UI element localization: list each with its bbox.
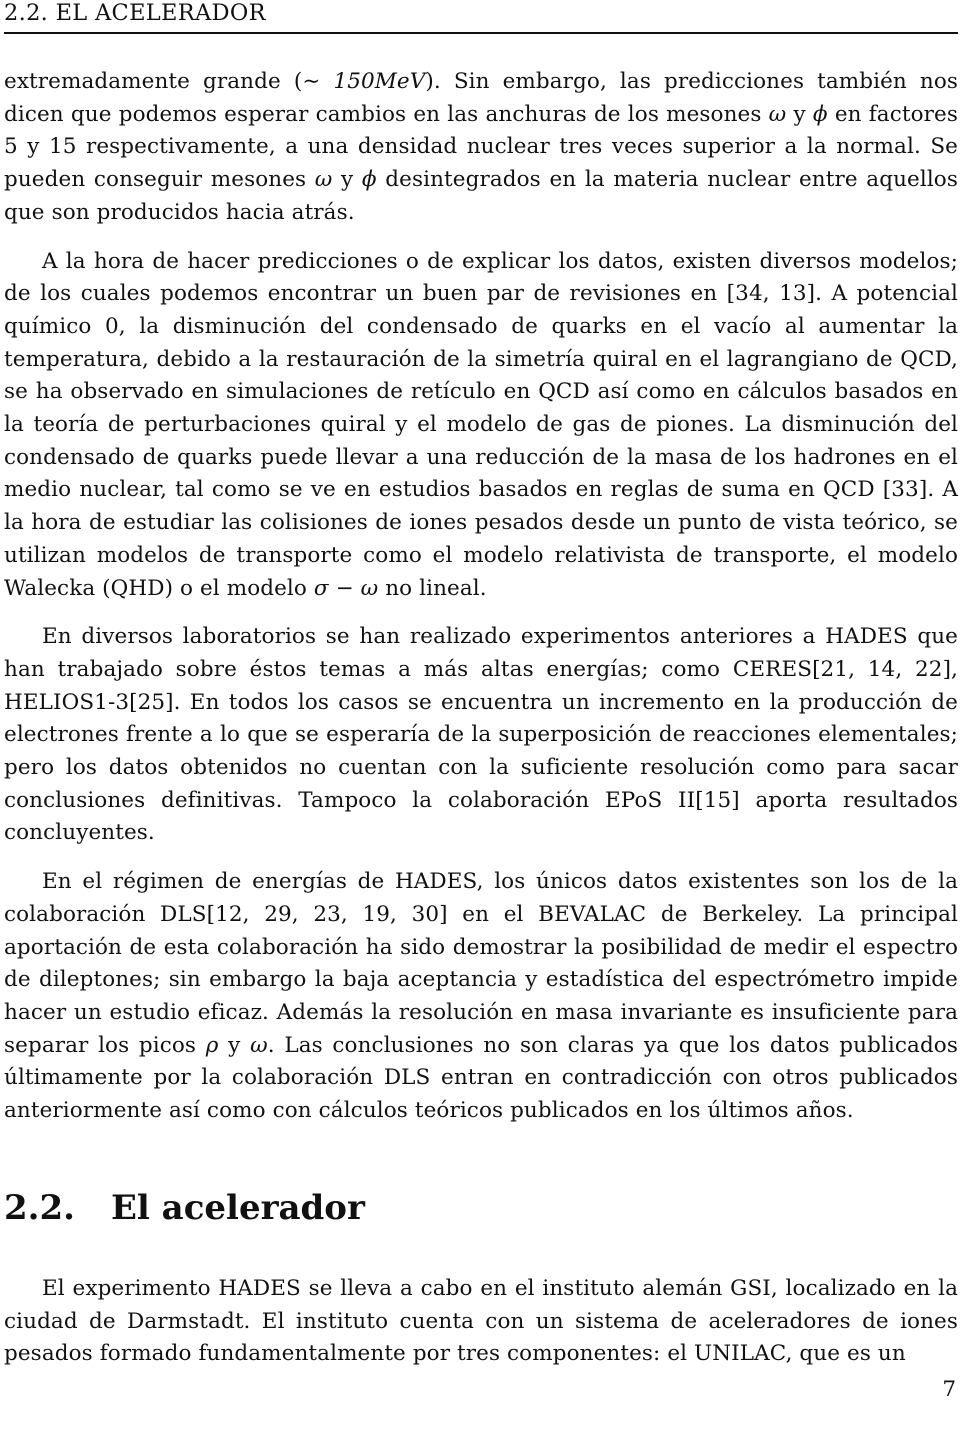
text-run: no lineal. — [378, 575, 487, 601]
paragraph-2 — [4, 246, 958, 606]
section-paragraph-1: El experimento HADES se lleva a cabo en el instituto alemán GSI, localizado en la ciudad de Darmstadt. El instituto cuenta con un sistema de aceleradores de iones pesados formado fundamentalmente por tres componentes: el UNILAC, que es un — [4, 1276, 958, 1367]
text-run: y — [218, 1032, 251, 1058]
math-symbol-omega: ω — [314, 167, 333, 193]
text-run: extremadamente grande ( — [4, 69, 303, 94]
text-run: en factores 5 y 15 respectivamente, a una densidad nuclear tres veces superior a la normal. Se pueden conseguir mesones — [4, 101, 958, 193]
page-number: 7 — [942, 1377, 956, 1402]
math-symbol-phi: ϕ — [812, 101, 828, 127]
document-page — [4, 0, 959, 1429]
section-body — [4, 1273, 958, 1371]
text-run: desintegrados en la materia nuclear entre aquellos que son producidos hacia atrás. — [4, 167, 958, 225]
paragraph-1 — [4, 66, 958, 230]
text-run: . Las conclusiones no son claras ya que los datos publicados últimamente por la colaboración DLS entran en contradicción con otros publicados anteriormente así como con cálculos teóricos publicados en los últimos años. — [4, 1032, 958, 1124]
text-run: ). Sin embargo, las predicciones también nos dicen que podemos esperar cambios en las anchuras de los mesones — [4, 69, 959, 127]
running-header: 2.2. EL ACELERADOR — [4, 0, 958, 34]
section-title-text: El acelerador — [111, 1188, 365, 1228]
section-heading — [4, 1186, 958, 1230]
paragraph-3: En diversos laboratorios se han realizado experimentos anteriores a HADES que han trabajado sobre éstos temas a más altas energías; como CERES[21, 14, 22], HELIOS1-3[25]. En todos los casos se encuentra un incremento en la producción de electrones frente a lo que se esperaría de la superposición de reacciones elementales; pero los datos obtenidos no cuentan con la suficiente resolución como para sacar conclusiones definitivas. Tampoco la colaboración EPoS II[15] aporta resultados concluyentes. — [4, 624, 958, 846]
math-symbol-phi: ϕ — [361, 167, 377, 193]
text-run: A la hora de hacer predicciones o de explicar los datos, existen diversos modelos; de los cuales podemos encontrar un buen par de revisiones en [34, 13]. A potencial químico 0, la disminución del condensado de quarks en el vacío al aumentar la temperatura, debido a la restauración de la simetría quiral en el lagrangiano de QCD, se ha observado en simulaciones de retículo en QCD así como en cálculos basados en la teoría de perturbaciones quiral y el modelo de gas de piones. La disminución del condensado de quarks puede llevar a una reducción de la masa de los hadrones en el medio nuclear, tal como se ve en estudios basados en reglas de suma en QCD [33]. A la hora de estudiar las colisiones de iones pesados desde un punto de vista teórico, se utilizan modelos de transporte como el modelo relativista de transporte, el modelo Walecka (QHD) o el modelo — [4, 248, 958, 601]
math-symbol-rho: ρ — [205, 1032, 219, 1058]
section-number: 2.2. — [4, 1188, 75, 1228]
paragraph-4 — [4, 866, 958, 1128]
math-symbol-omega: ω — [768, 101, 787, 127]
text-run: y — [786, 101, 813, 127]
math-symbol-omega: ω — [250, 1032, 268, 1058]
math-energy-expression: ∼ 150MeV — [302, 69, 426, 94]
text-run: En el régimen de energías de HADES, los únicos datos existentes son los de la colaboración DLS[12, 29, 23, 19, 30] en el BEVALAC de Berkeley. La principal aportación de esta colaboración ha sido demostrar la posibilidad de medir el espectro de dileptones; sin embargo la baja aceptancia y estadística del espectrómetro impide hacer un estudio eficaz. Además la resolución en masa invariante es insuficiente para separar los picos — [4, 869, 958, 1058]
body-text — [4, 66, 958, 1128]
math-sigma-omega-model: σ − ω — [313, 575, 379, 601]
text-run: y — [332, 167, 362, 193]
